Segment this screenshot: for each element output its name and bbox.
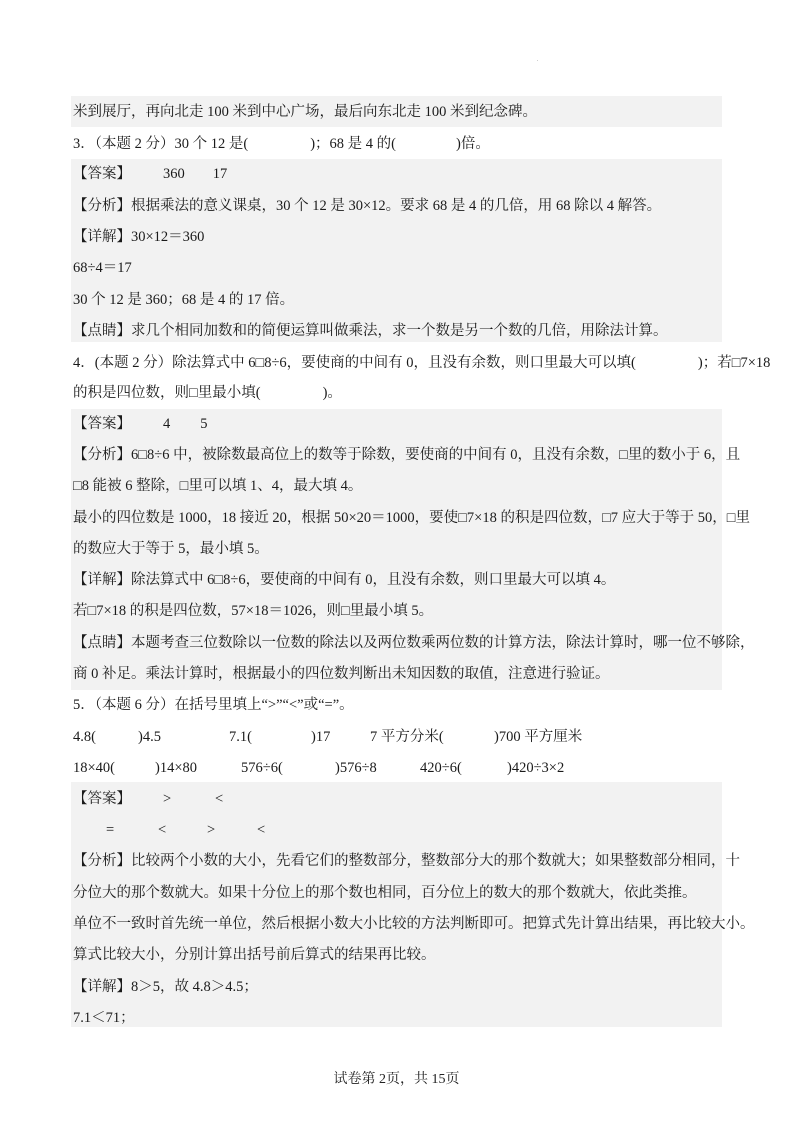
q5-analysis-1: 【分析】比较两个小数的大小，先看它们的整数部分，整数部分大的那个数就大；如果整数部分相同，十 (73, 853, 740, 869)
q3-stem-part-b: )；68 是 4 的( (310, 136, 396, 152)
q5-answer-2: < (215, 791, 224, 807)
q3-detail-2: 68÷4＝17 (73, 260, 132, 276)
q5-r1-item2-right: )17 (311, 729, 331, 745)
q5-detail-2: 7.1＜71； (73, 1010, 135, 1026)
q5-answer-line-1 (73, 788, 224, 810)
q5-r1-item3-left: 7 平方分米( (370, 729, 444, 745)
q5-answer-label: 【答案】 (73, 791, 131, 807)
q4-tip-1: 【点睛】本题考查三位数除以一位数的除法以及两位数乘两位数的计算方法，除法计算时，哪一位不够除， (73, 635, 755, 651)
q3-detail-1: 【详解】30×12＝360 (73, 229, 205, 245)
q5-r2-item2-right: )576÷8 (335, 760, 377, 776)
q5-r2-item1-left: 18×40( (73, 760, 116, 776)
q3-analysis: 【分析】根据乘法的意义课桌，30 个 12 是 30×12。要求 68 是 4 的几倍，用 68 除以 4 解答。 (73, 198, 662, 214)
q3-answer-2: 17 (212, 166, 228, 182)
q3-answer-label: 【答案】 (73, 166, 131, 182)
q5-r1-item2-left: 7.1( (229, 729, 252, 745)
q3-stem-part-a: 3．（本题 2 分）30 个 12 是( (73, 136, 249, 152)
q5-answer-4: < (158, 822, 167, 838)
q4-detail-1: 【详解】除法算式中 6□8÷6，要使商的中间有 0，且没有余数，则口里最大可以填 4。 (73, 572, 616, 588)
q4-stem-1a: 4．(本题 2 分）除法算式中 6□8÷6，要使商的中间有 0，且没有余数，则口里最大可以填( (73, 355, 636, 371)
q5-r1-item1-left: 4.8( (73, 729, 96, 745)
page-footer: 试卷第 2页，共 15页 (333, 1072, 460, 1087)
q4-stem-1b: )；若□7×18 (697, 355, 771, 371)
q5-r2-item3-right: )420÷3×2 (507, 760, 565, 776)
q4-answer-1: 4 (163, 416, 171, 432)
q5-r2-item3-left: 420÷6( (420, 760, 462, 776)
question-5-stem: 5．（本题 6 分）在括号里填上“>”“<”或“=”。 (73, 697, 354, 713)
q5-answer-3: = (106, 822, 115, 838)
q3-tip: 【点睛】求几个相同加数和的简便运算叫做乘法，求一个数是另一个数的几倍，用除法计算。 (73, 323, 668, 339)
q5-analysis-3: 单位不一致时首先统一单位，然后根据小数大小比较的方法判断即可。把算式先计算出结果，再比较大小。 (73, 916, 755, 932)
question-4-stem-line-1 (73, 352, 770, 374)
q5-r2-item2-left: 576÷6( (241, 760, 283, 776)
question-3-stem (73, 133, 490, 155)
q4-stem-2a: 的积是四位数，则□里最小填( (73, 385, 261, 401)
q4-analysis-3: 最小的四位数是 1000，18 接近 20，根据 50×20＝1000，要使□7×18 的积是四位数，□7 应大于等于 50，□里 (73, 510, 751, 526)
q5-r1-item1-right: )4.5 (138, 729, 161, 745)
q4-tip-2: 商 0 补足。乘法计算时，根据最小的四位数判断出未知因数的取值，注意进行验证。 (73, 666, 610, 682)
q3-answer-line (73, 163, 227, 185)
q5-analysis-4: 算式比较大小，分别计算出括号前后算式的结果再比较。 (73, 947, 436, 963)
q5-r1-item3-right: )700 平方厘米 (494, 729, 583, 745)
q5-r2-item1-right: )14×80 (155, 760, 198, 776)
question-4-stem-line-2 (73, 382, 342, 404)
q3-detail-3: 30 个 12 是 360；68 是 4 的 17 倍。 (73, 292, 295, 308)
q3-answer-1: 360 (163, 166, 185, 182)
q4-answer-label: 【答案】 (73, 416, 131, 432)
q4-analysis-4: 的数应大于等于 5，最小填 5。 (73, 541, 269, 557)
q5-answer-6: < (257, 822, 266, 838)
scan-speck (537, 60, 538, 61)
q4-analysis-2: □8 能被 6 整除，□里可以填 1、4，最大填 4。 (73, 478, 363, 494)
q5-detail-1: 【详解】8＞5，故 4.8＞4.5； (73, 979, 258, 995)
q4-answer-line (73, 413, 208, 435)
q4-stem-2b: )。 (322, 385, 342, 401)
continuation-text: 米到展厅，再向北走 100 米到中心广场，最后向东北走 100 米到纪念碑。 (73, 104, 537, 120)
q3-stem-part-c: )倍。 (456, 136, 490, 152)
q4-analysis-1: 【分析】6□8÷6 中，被除数最高位上的数等于除数，要使商的中间有 0，且没有余数，□里的数小于 6，且 (73, 447, 741, 463)
q5-analysis-2: 分位大的那个数就大。如果十分位上的那个数也相同，百分位上的数大的那个数就大，依此类推。 (73, 885, 697, 901)
q4-detail-2: 若□7×18 的积是四位数，57×18＝1026，则□里最小填 5。 (73, 603, 434, 619)
q4-answer-2: 5 (200, 416, 208, 432)
q5-answer-5: > (207, 822, 216, 838)
q5-answer-1: > (163, 791, 172, 807)
q3-answer-block (71, 159, 722, 342)
